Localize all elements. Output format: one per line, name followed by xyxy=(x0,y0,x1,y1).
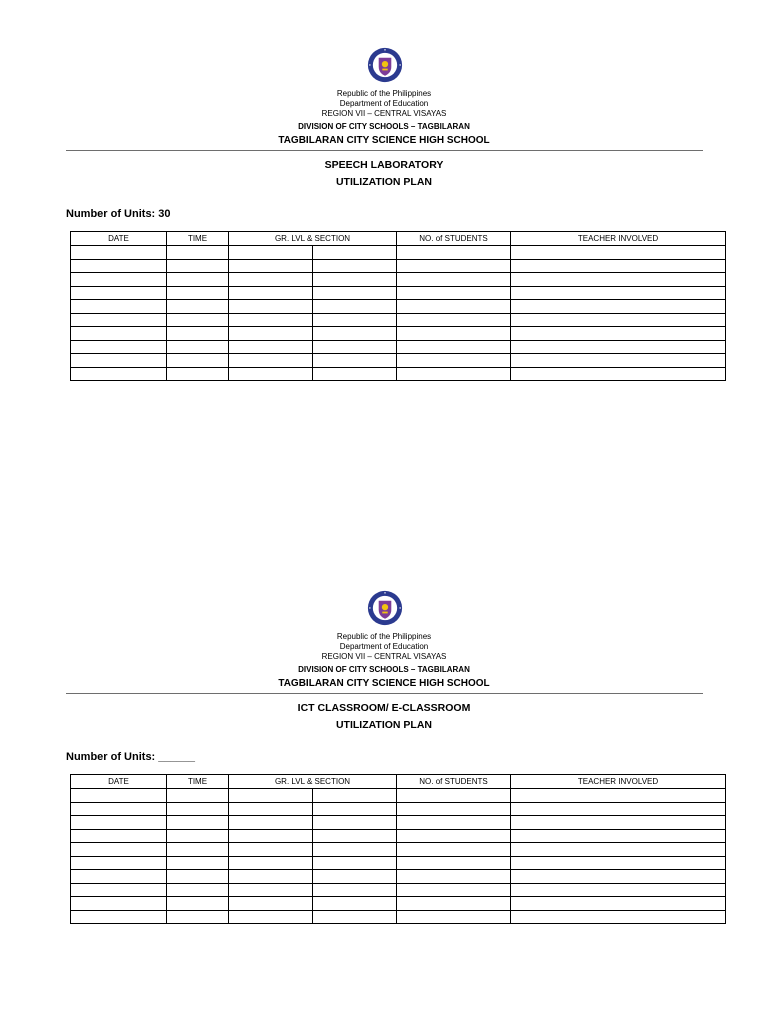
table-row xyxy=(71,856,726,870)
teacher-cell[interactable] xyxy=(511,856,726,870)
grade-cell[interactable] xyxy=(229,870,313,884)
date-cell[interactable] xyxy=(71,870,167,884)
table-body xyxy=(71,789,726,924)
ict-classroom-form xyxy=(0,590,768,950)
time-cell[interactable] xyxy=(167,246,229,260)
table-row xyxy=(71,340,726,354)
republic-label: Republic of the Philippines xyxy=(336,89,432,98)
table-row xyxy=(71,246,726,260)
section-cell[interactable] xyxy=(313,340,397,354)
col-grade-section: GR. LVL & SECTION xyxy=(229,775,397,789)
time-cell[interactable] xyxy=(167,897,229,911)
utilization-table xyxy=(70,774,726,924)
date-cell[interactable] xyxy=(71,816,167,830)
speech-lab-form xyxy=(0,47,768,407)
students-cell[interactable] xyxy=(397,286,511,300)
table-row xyxy=(71,802,726,816)
table-header-row xyxy=(71,232,726,246)
utilization-table xyxy=(70,231,726,381)
section-cell[interactable] xyxy=(313,259,397,273)
region-label: REGION VII – CENTRAL VISAYAS xyxy=(321,109,447,118)
grade-cell[interactable] xyxy=(229,897,313,911)
time-cell[interactable] xyxy=(167,789,229,803)
col-students: NO. of STUDENTS xyxy=(397,775,511,789)
teacher-cell[interactable] xyxy=(511,789,726,803)
grade-cell[interactable] xyxy=(229,802,313,816)
col-teacher: TEACHER INVOLVED xyxy=(511,232,726,246)
form-subtitle: UTILIZATION PLAN xyxy=(335,176,433,188)
section-cell[interactable] xyxy=(313,883,397,897)
teacher-cell[interactable] xyxy=(511,340,726,354)
division-label: DIVISION OF CITY SCHOOLS – TAGBILARAN xyxy=(298,665,470,674)
date-cell[interactable] xyxy=(71,246,167,260)
division-label: DIVISION OF CITY SCHOOLS – TAGBILARAN xyxy=(298,122,470,131)
section-cell[interactable] xyxy=(313,789,397,803)
section-cell[interactable] xyxy=(313,910,397,924)
school-name: TAGBILARAN CITY SCIENCE HIGH SCHOOL xyxy=(278,135,490,146)
time-cell[interactable] xyxy=(167,856,229,870)
students-cell[interactable] xyxy=(397,367,511,381)
section-cell[interactable] xyxy=(313,897,397,911)
teacher-cell[interactable] xyxy=(511,286,726,300)
date-cell[interactable] xyxy=(71,286,167,300)
republic-label: Republic of the Philippines xyxy=(336,632,432,641)
section-cell[interactable] xyxy=(313,273,397,287)
time-cell[interactable] xyxy=(167,367,229,381)
section-cell[interactable] xyxy=(313,802,397,816)
students-cell[interactable] xyxy=(397,897,511,911)
deped-seal-icon xyxy=(367,47,403,83)
time-cell[interactable] xyxy=(167,870,229,884)
time-cell[interactable] xyxy=(167,313,229,327)
teacher-cell[interactable] xyxy=(511,354,726,368)
section-cell[interactable] xyxy=(313,286,397,300)
students-cell[interactable] xyxy=(397,856,511,870)
date-cell[interactable] xyxy=(71,883,167,897)
grade-cell[interactable] xyxy=(229,789,313,803)
time-cell[interactable] xyxy=(167,829,229,843)
table-row xyxy=(71,897,726,911)
col-grade-section: GR. LVL & SECTION xyxy=(229,232,397,246)
grade-cell[interactable] xyxy=(229,829,313,843)
table-row xyxy=(71,286,726,300)
teacher-cell[interactable] xyxy=(511,816,726,830)
teacher-cell[interactable] xyxy=(511,829,726,843)
grade-cell[interactable] xyxy=(229,843,313,857)
date-cell[interactable] xyxy=(71,856,167,870)
grade-cell[interactable] xyxy=(229,286,313,300)
form-title: SPEECH LABORATORY xyxy=(324,159,444,171)
teacher-cell[interactable] xyxy=(511,300,726,314)
students-cell[interactable] xyxy=(397,910,511,924)
students-cell[interactable] xyxy=(397,340,511,354)
time-cell[interactable] xyxy=(167,883,229,897)
teacher-cell[interactable] xyxy=(511,367,726,381)
table-row xyxy=(71,829,726,843)
section-cell[interactable] xyxy=(313,300,397,314)
grade-cell[interactable] xyxy=(229,816,313,830)
grade-cell[interactable] xyxy=(229,327,313,341)
section-cell[interactable] xyxy=(313,843,397,857)
table-row xyxy=(71,259,726,273)
grade-cell[interactable] xyxy=(229,300,313,314)
time-cell[interactable] xyxy=(167,273,229,287)
department-label: Department of Education xyxy=(339,642,429,651)
grade-cell[interactable] xyxy=(229,856,313,870)
table-row xyxy=(71,273,726,287)
grade-cell[interactable] xyxy=(229,354,313,368)
teacher-cell[interactable] xyxy=(511,870,726,884)
header-divider xyxy=(66,150,703,151)
grade-cell[interactable] xyxy=(229,910,313,924)
date-cell[interactable] xyxy=(71,843,167,857)
date-cell[interactable] xyxy=(71,802,167,816)
section-cell[interactable] xyxy=(313,816,397,830)
students-cell[interactable] xyxy=(397,300,511,314)
teacher-cell[interactable] xyxy=(511,327,726,341)
students-cell[interactable] xyxy=(397,870,511,884)
table-row xyxy=(71,816,726,830)
time-cell[interactable] xyxy=(167,259,229,273)
table-row xyxy=(71,883,726,897)
section-cell[interactable] xyxy=(313,870,397,884)
teacher-cell[interactable] xyxy=(511,910,726,924)
teacher-cell[interactable] xyxy=(511,802,726,816)
header-divider xyxy=(66,693,703,694)
units-label: Number of Units: 30 xyxy=(66,208,171,220)
date-cell[interactable] xyxy=(71,897,167,911)
time-cell[interactable] xyxy=(167,354,229,368)
students-cell[interactable] xyxy=(397,883,511,897)
students-cell[interactable] xyxy=(397,816,511,830)
grade-cell[interactable] xyxy=(229,259,313,273)
date-cell[interactable] xyxy=(71,829,167,843)
table-row xyxy=(71,313,726,327)
date-cell[interactable] xyxy=(71,789,167,803)
date-cell[interactable] xyxy=(71,367,167,381)
region-label: REGION VII – CENTRAL VISAYAS xyxy=(321,652,447,661)
grade-cell[interactable] xyxy=(229,246,313,260)
students-cell[interactable] xyxy=(397,829,511,843)
table-row xyxy=(71,789,726,803)
time-cell[interactable] xyxy=(167,802,229,816)
section-cell[interactable] xyxy=(313,856,397,870)
section-cell[interactable] xyxy=(313,354,397,368)
table-row xyxy=(71,367,726,381)
time-cell[interactable] xyxy=(167,340,229,354)
teacher-cell[interactable] xyxy=(511,259,726,273)
col-date: DATE xyxy=(71,775,167,789)
students-cell[interactable] xyxy=(397,313,511,327)
table-row xyxy=(71,910,726,924)
table-row xyxy=(71,327,726,341)
table-row xyxy=(71,843,726,857)
teacher-cell[interactable] xyxy=(511,897,726,911)
students-cell[interactable] xyxy=(397,259,511,273)
table-header-row xyxy=(71,775,726,789)
students-cell[interactable] xyxy=(397,789,511,803)
section-cell[interactable] xyxy=(313,327,397,341)
teacher-cell[interactable] xyxy=(511,246,726,260)
grade-cell[interactable] xyxy=(229,340,313,354)
time-cell[interactable] xyxy=(167,843,229,857)
teacher-cell[interactable] xyxy=(511,883,726,897)
table-row xyxy=(71,300,726,314)
date-cell[interactable] xyxy=(71,910,167,924)
section-cell[interactable] xyxy=(313,829,397,843)
col-time: TIME xyxy=(167,775,229,789)
students-cell[interactable] xyxy=(397,802,511,816)
teacher-cell[interactable] xyxy=(511,273,726,287)
section-cell[interactable] xyxy=(313,313,397,327)
time-cell[interactable] xyxy=(167,910,229,924)
date-cell[interactable] xyxy=(71,327,167,341)
time-cell[interactable] xyxy=(167,300,229,314)
students-cell[interactable] xyxy=(397,246,511,260)
table-row xyxy=(71,354,726,368)
grade-cell[interactable] xyxy=(229,273,313,287)
date-cell[interactable] xyxy=(71,313,167,327)
grade-cell[interactable] xyxy=(229,883,313,897)
teacher-cell[interactable] xyxy=(511,843,726,857)
units-label: Number of Units: ______ xyxy=(66,751,195,763)
students-cell[interactable] xyxy=(397,327,511,341)
col-date: DATE xyxy=(71,232,167,246)
table-body xyxy=(71,246,726,381)
students-cell[interactable] xyxy=(397,354,511,368)
date-cell[interactable] xyxy=(71,273,167,287)
date-cell[interactable] xyxy=(71,300,167,314)
students-cell[interactable] xyxy=(397,273,511,287)
form-subtitle: UTILIZATION PLAN xyxy=(335,719,433,731)
col-time: TIME xyxy=(167,232,229,246)
table-row xyxy=(71,870,726,884)
date-cell[interactable] xyxy=(71,259,167,273)
deped-seal-icon xyxy=(367,590,403,626)
section-cell[interactable] xyxy=(313,246,397,260)
school-name: TAGBILARAN CITY SCIENCE HIGH SCHOOL xyxy=(278,678,490,689)
col-teacher: TEACHER INVOLVED xyxy=(511,775,726,789)
date-cell[interactable] xyxy=(71,340,167,354)
time-cell[interactable] xyxy=(167,286,229,300)
time-cell[interactable] xyxy=(167,816,229,830)
form-title: ICT CLASSROOM/ E-CLASSROOM xyxy=(297,702,471,714)
department-label: Department of Education xyxy=(339,99,429,108)
date-cell[interactable] xyxy=(71,354,167,368)
grade-cell[interactable] xyxy=(229,313,313,327)
col-students: NO. of STUDENTS xyxy=(397,232,511,246)
teacher-cell[interactable] xyxy=(511,313,726,327)
time-cell[interactable] xyxy=(167,327,229,341)
students-cell[interactable] xyxy=(397,843,511,857)
section-cell[interactable] xyxy=(313,367,397,381)
grade-cell[interactable] xyxy=(229,367,313,381)
